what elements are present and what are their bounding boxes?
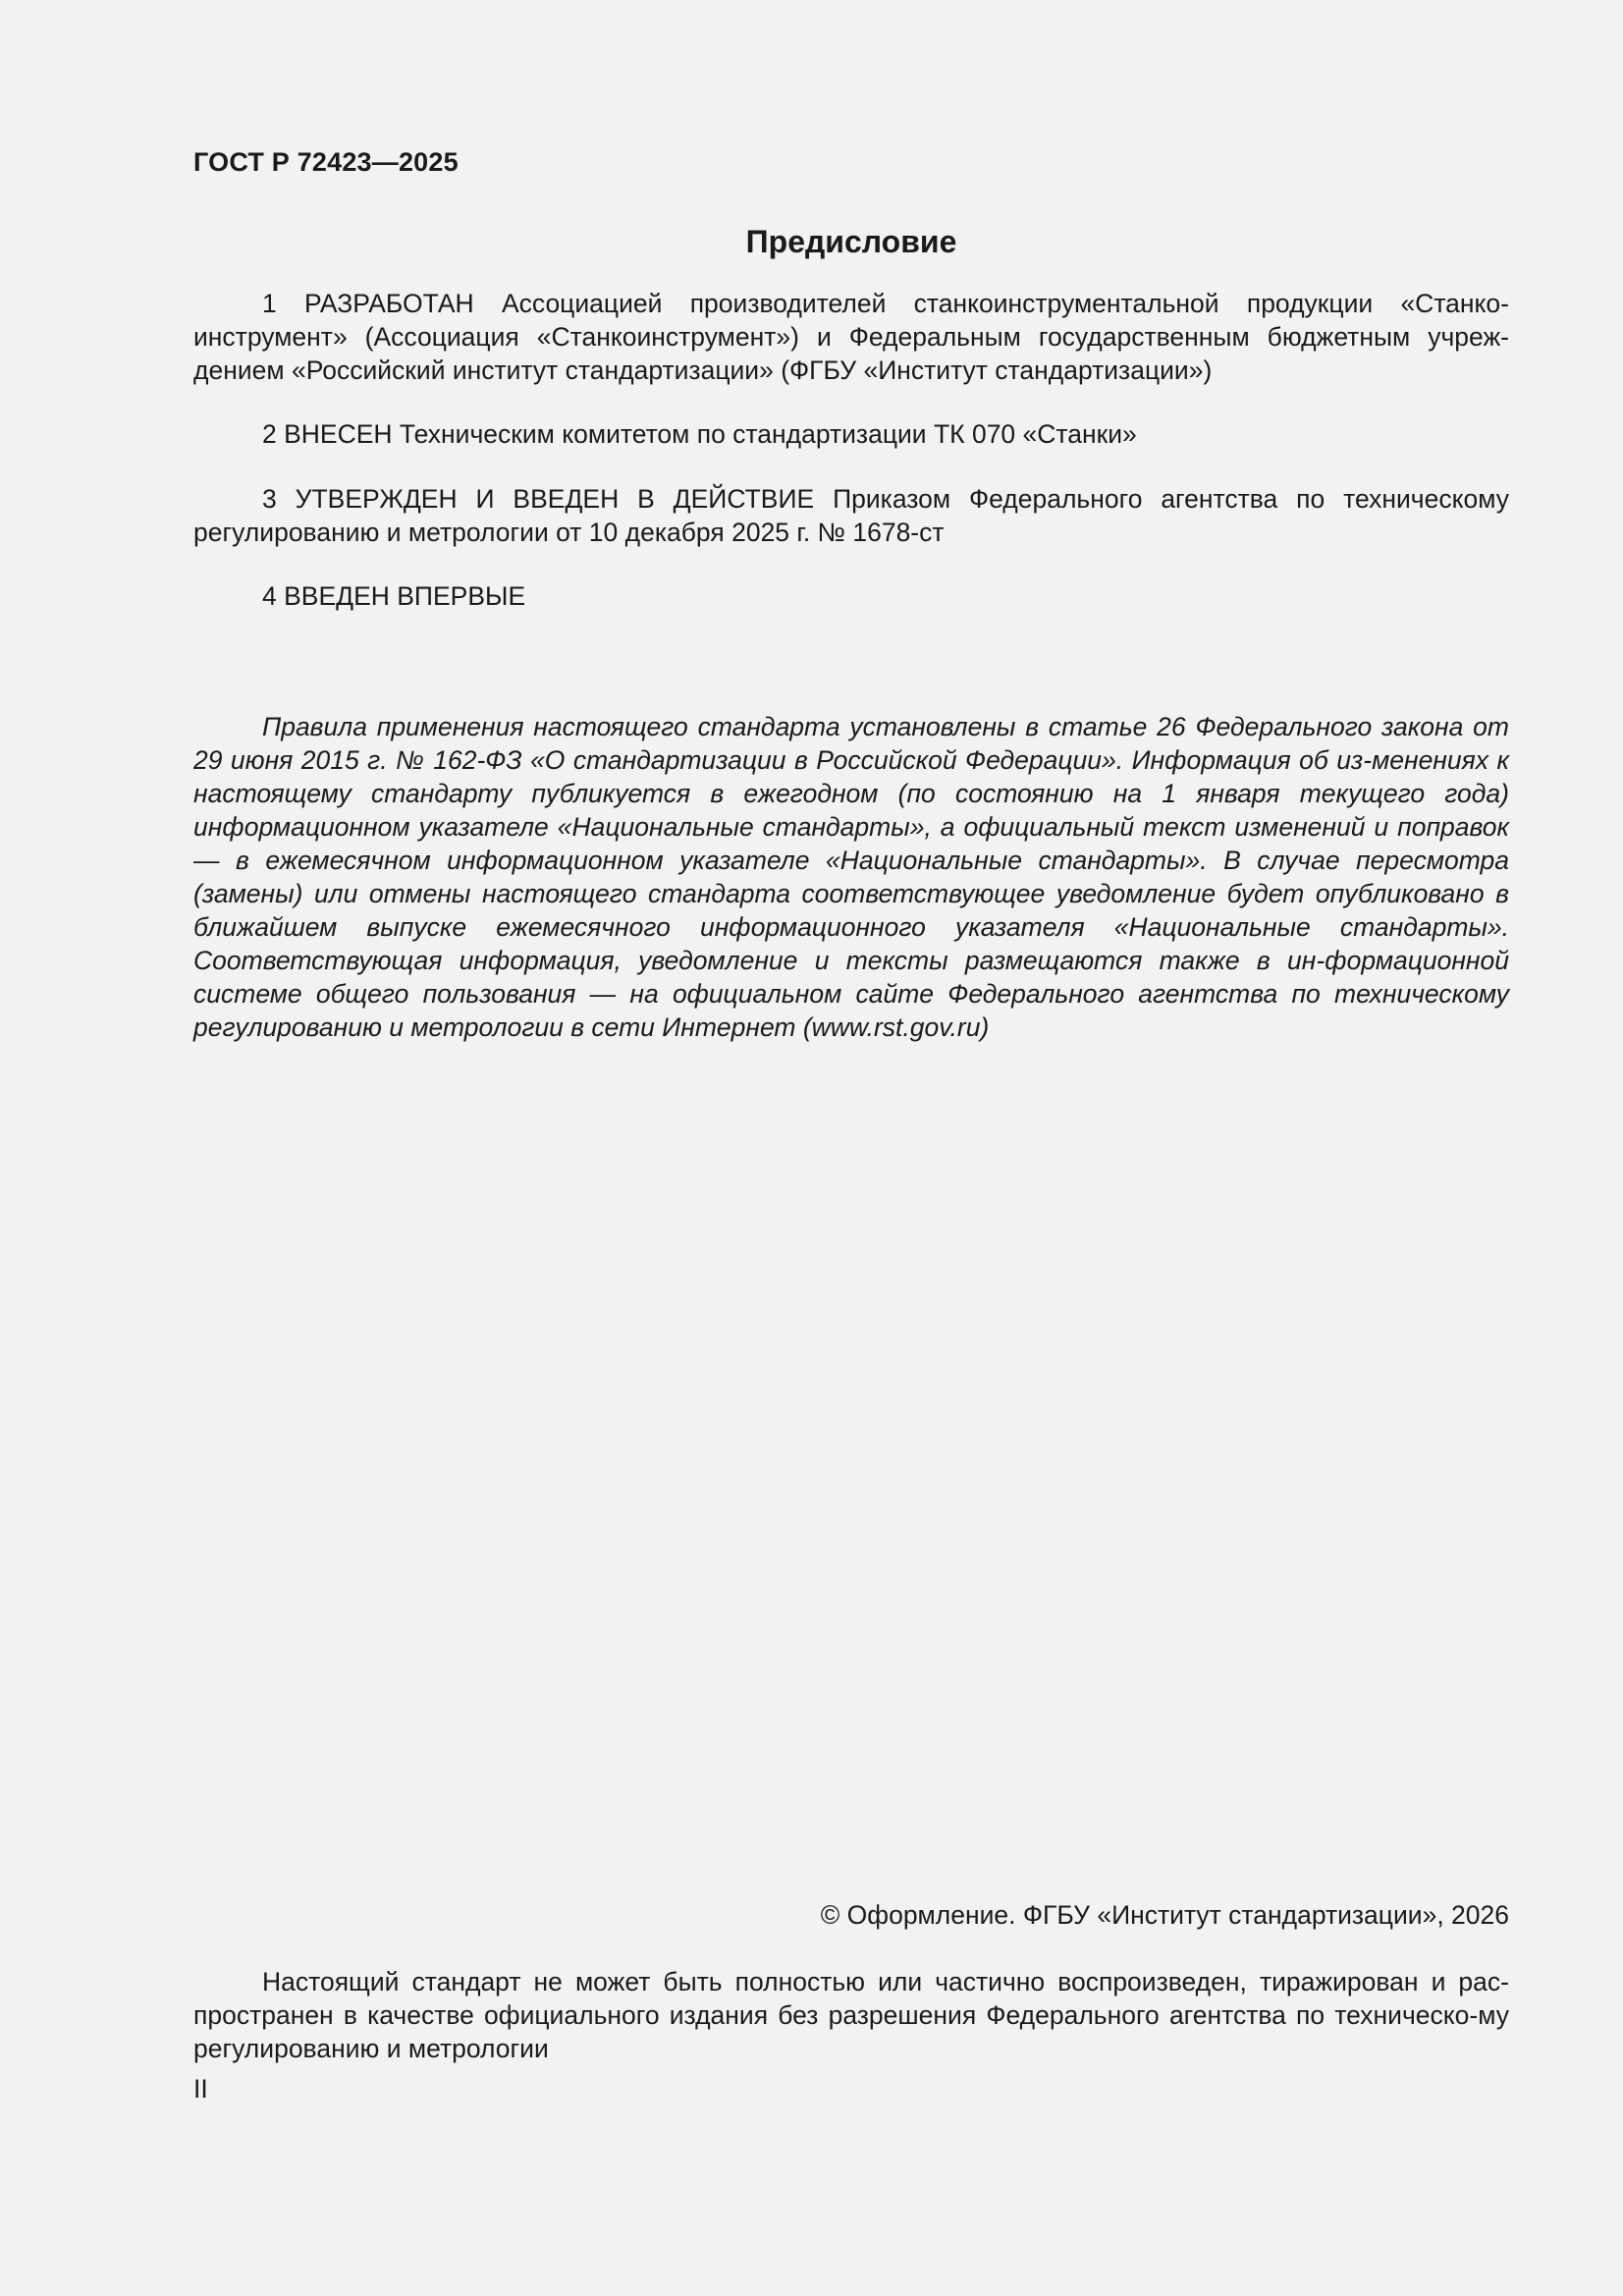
foreword-item-approved: 3 УТВЕРЖДЕН И ВВЕДЕН В ДЕЙСТВИЕ Приказом Федерального агентства по техническому регулированию и метрологии от 10 декабря 2025 г. № 1678-ст xyxy=(193,484,1509,547)
foreword-item-developed: 1 РАЗРАБОТАН Ассоциацией производителей станкоинструментальной продукции «Станко-инструмент» (Ассоциация «Станкоинструмент») и Федеральным государственным бюджетным учреж-дением «Российский институт стандартизации» (ФГБУ «Институт стандартизации») xyxy=(193,289,1509,385)
copyright-line: © Оформление. ФГБУ «Институт стандартизации», 2026 xyxy=(820,1900,1509,1930)
application-rules-notice: Правила применения настоящего стандарта установлены в статье 26 Федерального закона от 29 июня 2015 г. № 162-ФЗ «О стандартизации в Российской Федерации». Информация об из-менениях к настоящему стандарту публикуется в ежегодном (по состоянию на 1 января текущего года) информационном указателе «Национальные стандарты», а официальный текст изменений и поправок — в ежемесячном информационном указателе «Национальные стандарты». В случае пересмотра (замены) или отмены настоящего стандарта соответствующее уведомление будет опубликовано в ближайшем выпуске ежемесячного информационного указателя «Национальные стандарты». Соответствующая информация, уведомление и тексты размещаются также в ин-формационной системе общего пользования — на официальном сайте Федерального агентства по техническому регулированию и метрологии в сети Интернет (www.rst.gov.ru) xyxy=(193,712,1509,1042)
foreword-title: Предисловие xyxy=(745,224,957,259)
page-number: II xyxy=(193,2074,208,2104)
foreword-item-first-introduced: 4 ВВЕДЕН ВПЕРВЫЕ xyxy=(262,581,526,611)
reproduction-restriction: Настоящий стандарт не может быть полностью или частично воспроизведен, тиражирован и рас-пространен в качестве официального издания без разрешения Федерального агентства по техническо-му регулированию и метрологии xyxy=(193,1967,1509,2063)
document-code: ГОСТ Р 72423—2025 xyxy=(193,147,459,177)
foreword-item-introduced: 2 ВНЕСЕН Техническим комитетом по стандартизации ТК 070 «Станки» xyxy=(262,419,1137,449)
